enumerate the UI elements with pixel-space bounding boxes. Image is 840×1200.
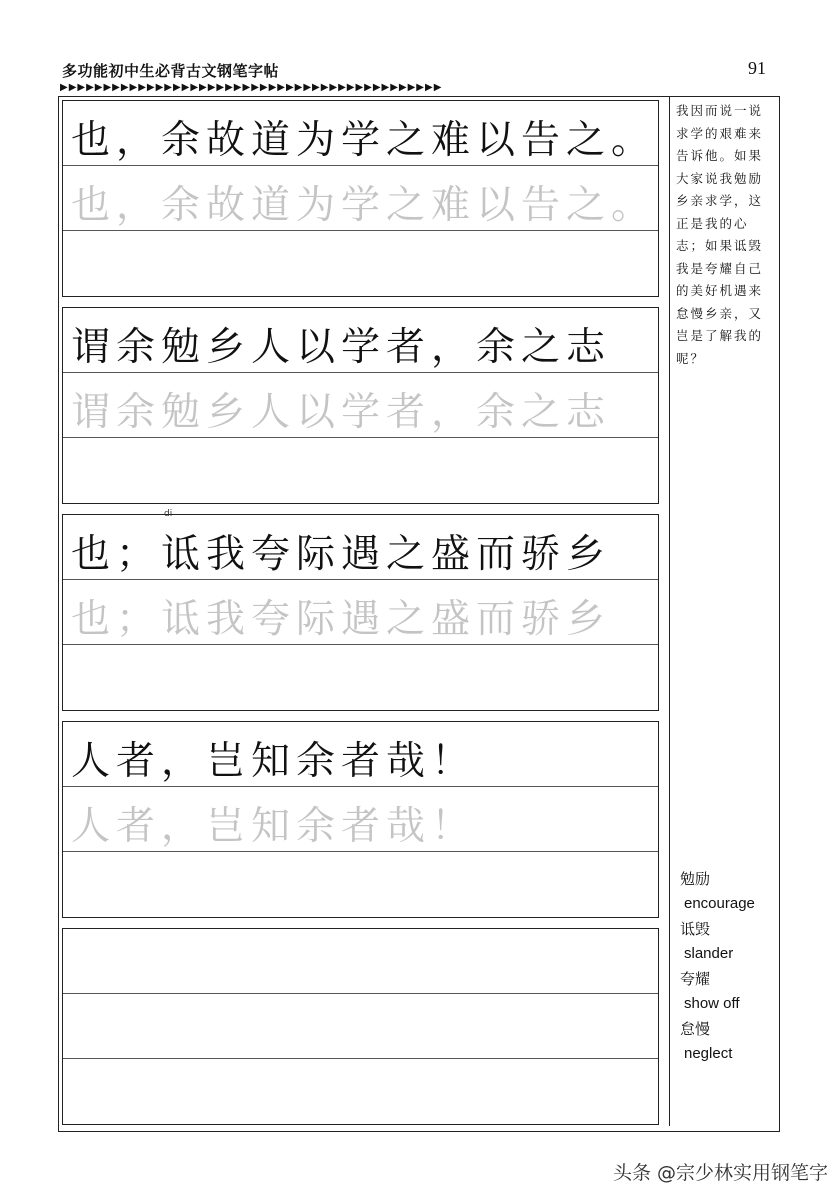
trace-row — [63, 373, 658, 438]
vocab-term: 怠慢 — [680, 1021, 711, 1038]
blank-writing-row[interactable] — [63, 645, 658, 710]
vocab-meaning: show off — [684, 995, 740, 1012]
blank-writing-row[interactable] — [63, 994, 658, 1059]
practice-block-4 — [62, 721, 659, 918]
vocab-meaning: slander — [684, 945, 734, 962]
blank-writing-row[interactable] — [63, 231, 658, 296]
vocab-meaning: encourage — [684, 895, 755, 912]
practice-block-3 — [62, 514, 659, 711]
vocab-meaning: neglect — [684, 1045, 733, 1062]
translation-note: 我因而说一说求学的艰难来告诉他。如果大家说我勉励乡亲求学，这正是我的心志；如果诋毁我是夸耀自己的美好机遇来怠慢乡亲，又岂是了解我的呢？ — [676, 103, 764, 366]
blank-writing-row[interactable] — [63, 438, 658, 503]
model-text: 也，余故道为学之难以告之。 — [71, 118, 657, 163]
vocab-term: 诋毁 — [680, 921, 711, 938]
blank-writing-row[interactable] — [63, 852, 658, 917]
blank-writing-row[interactable] — [63, 929, 658, 994]
model-row — [63, 101, 658, 166]
vocab-term: 夸耀 — [680, 971, 711, 988]
pinyin-mark: di — [164, 509, 173, 519]
trace-row — [63, 580, 658, 645]
practice-block-5 — [62, 928, 659, 1125]
vocabulary-list — [680, 868, 780, 1068]
model-text: 谓余勉乡人以学者，余之志 — [71, 325, 612, 370]
page-number: 91 — [748, 58, 766, 78]
model-row — [63, 308, 658, 373]
model-row — [63, 515, 658, 580]
trace-text: 也，余故道为学之难以告之。 — [71, 183, 657, 228]
side-column — [669, 96, 780, 1126]
book-title: 多功能初中生必背古文钢笔字帖 — [62, 62, 280, 80]
practice-block-2 — [62, 307, 659, 504]
trace-text: 人者，岂知余者哉！ — [71, 804, 477, 849]
model-text: 人者，岂知余者哉！ — [71, 739, 477, 784]
trace-row — [63, 166, 658, 231]
model-row — [63, 722, 658, 787]
practice-block-1 — [62, 100, 659, 297]
trace-row — [63, 787, 658, 852]
trace-text: 也；诋我夸际遇之盛而骄乡 — [71, 597, 612, 642]
watermark: 头条 @宗少林实用钢笔字 — [613, 1162, 829, 1184]
model-text: 也；诋我夸际遇之盛而骄乡 — [71, 532, 612, 577]
arrow-rule-divider: ▶▶▶▶▶▶▶▶▶▶▶▶▶▶▶▶▶▶▶▶▶▶▶▶▶▶▶▶▶▶▶▶▶▶▶▶▶▶▶▶▶▶▶▶ — [60, 82, 443, 93]
vocab-term: 勉励 — [680, 871, 711, 888]
trace-text: 谓余勉乡人以学者，余之志 — [71, 390, 612, 435]
blank-writing-row[interactable] — [63, 1059, 658, 1124]
